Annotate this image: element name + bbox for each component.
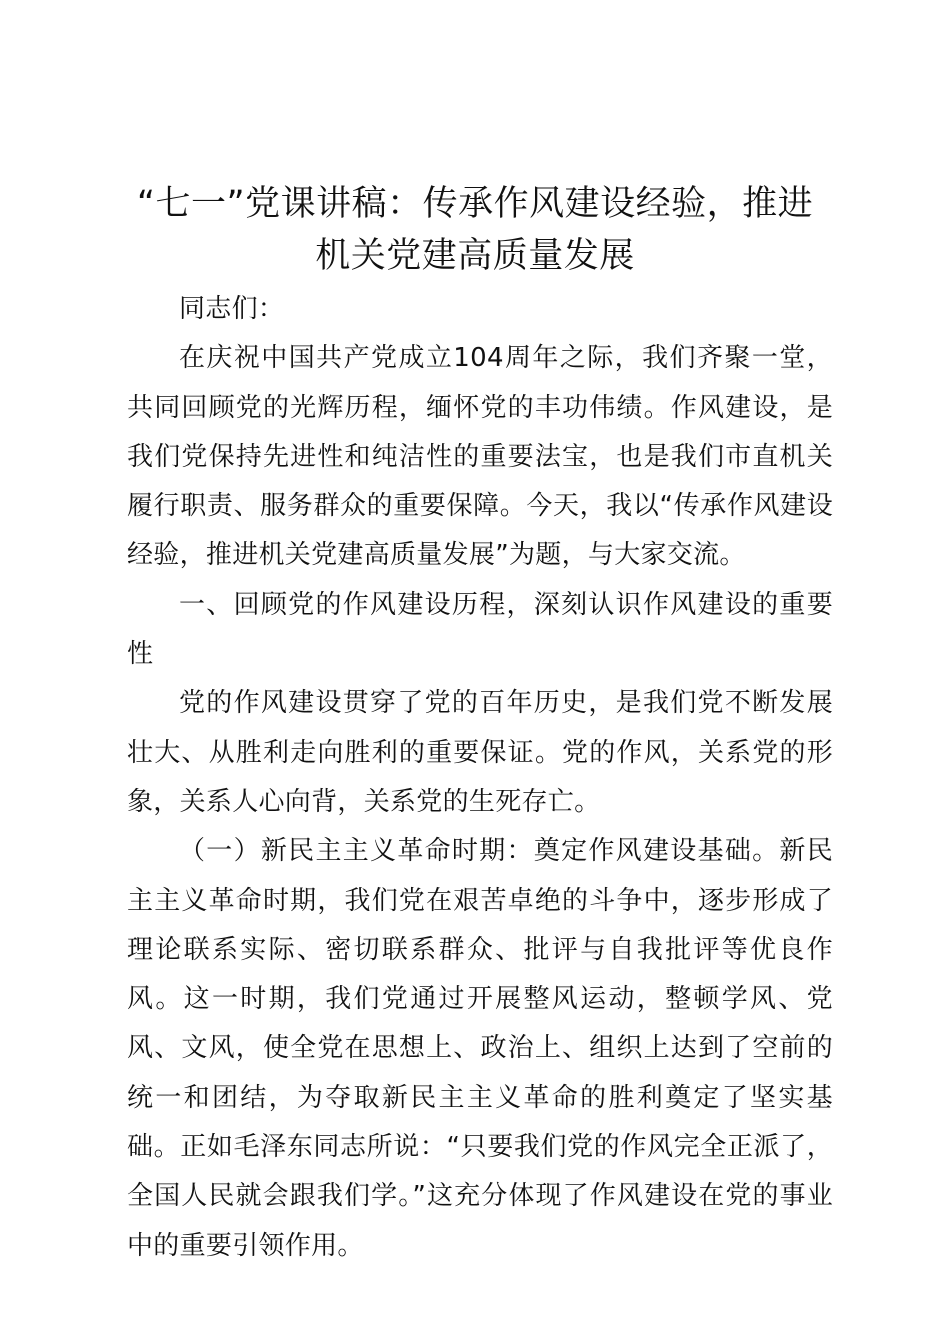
paragraph-intro: 在庆祝中国共产党成立104周年之际，我们齐聚一堂，共同回顾党的光辉历程，缅怀党的丰功伟绩。作风建设，是我们党保持先进性和纯洁性的重要法宝，也是我们市直机关履行职责、服务群众的重要保障。今天，我以“传承作风建设经验，推进机关党建高质量发展”为题，与大家交流。 [127,343,833,571]
document-title-line-2: 机关党建高质量发展 [315,236,635,276]
paragraph-subsection-1: （一）新民主主义革命时期：奠定作风建设基础。新民主主义革命时期，我们党在艰苦卓绝的斗争中，逐步形成了理论联系实际、密切联系群众、批评与自我批评等优良作风。这一时期，我们党通过开展整风运动，整顿学风、党风、文风，使全党在思想上、政治上、组织上达到了空前的统一和团结，为夺取新民主主义革命的胜利奠定了坚实基础。正如毛泽东同志所说：“只要我们党的作风完全正派了，全国人民就会跟我们学。”这充分体现了作风建设在党的事业中的重要引领作用。 [127,836,833,1261]
paragraph-section-intro: 党的作风建设贯穿了党的百年历史，是我们党不断发展壮大、从胜利走向胜利的重要保证。党的作风，关系党的形象，关系人心向背，关系党的生死存亡。 [127,688,833,817]
section-heading: 一、回顾党的作风建设历程，深刻认识作风建设的重要性 [127,589,833,670]
document-body [127,285,833,1271]
salutation: 同志们： [179,294,285,324]
document-title-line-1: “七一”党课讲稿：传承作风建设经验，推进 [136,184,814,224]
